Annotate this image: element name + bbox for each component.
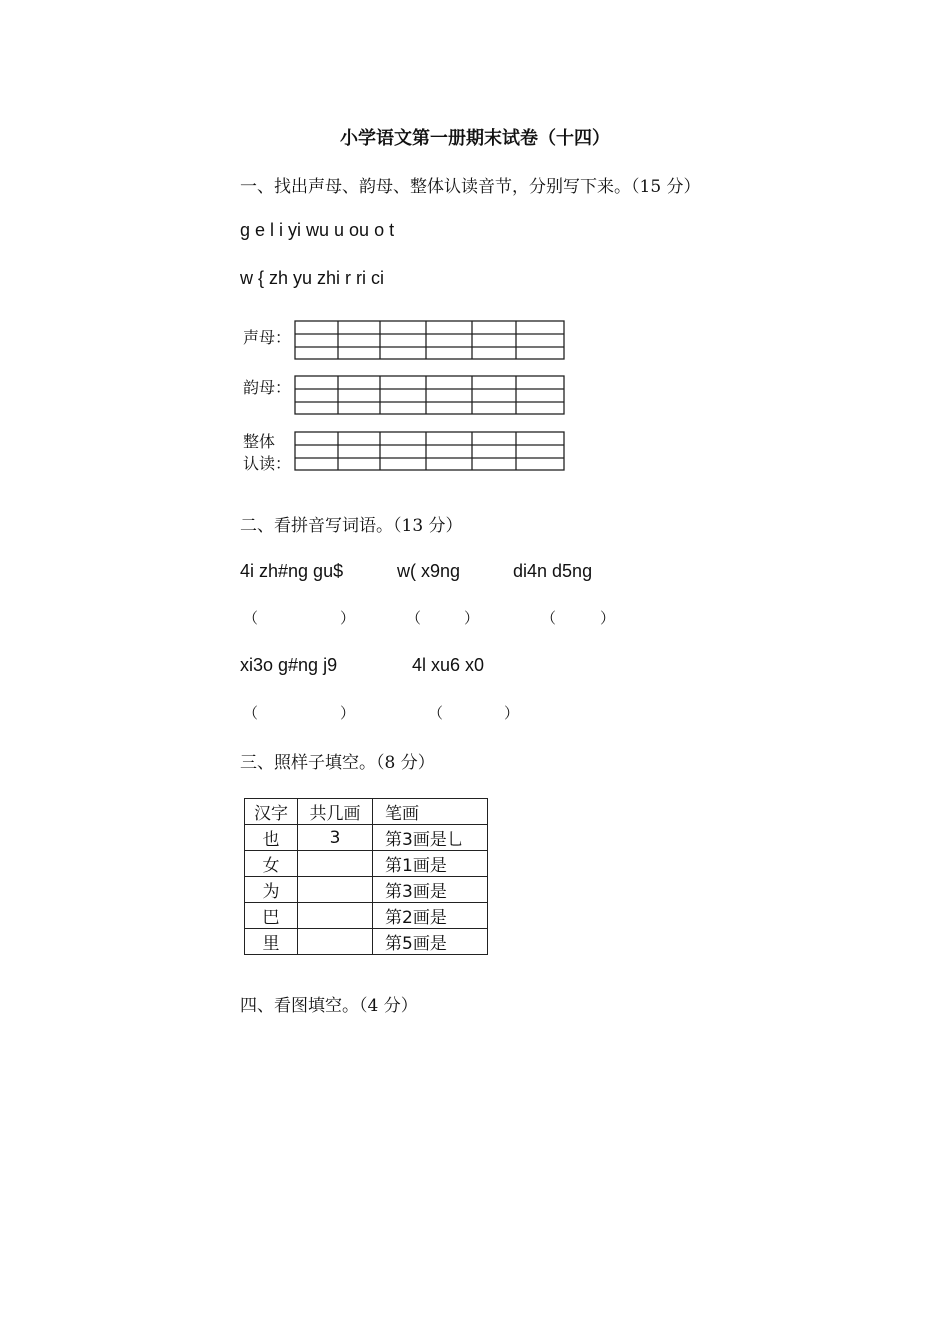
- pinyin-word-4: xi3o g#ng j9: [240, 655, 338, 675]
- table-row: [245, 929, 488, 955]
- stroke-table: [244, 798, 488, 955]
- cell-hanzi: 也: [245, 825, 298, 851]
- answer-paren-close-3: ）: [600, 609, 616, 627]
- pinyin-word-5: 4l xu6 x0: [412, 655, 485, 675]
- cell-stroke: 第3画是: [373, 877, 488, 903]
- cell-stroke: 第3画是乚: [373, 825, 488, 851]
- table-row: [245, 903, 488, 929]
- cell-stroke: 第1画是: [373, 851, 488, 877]
- cell-stroke-count: [298, 929, 373, 955]
- table-row: [245, 877, 488, 903]
- answer-paren-close-5: ）: [504, 704, 520, 722]
- pinyin-word-1: 4i zh#ng gu$: [240, 561, 344, 581]
- zhengti-label-1: 整体: [243, 432, 276, 451]
- zhengti-label-2: 认读：: [243, 454, 292, 473]
- section2-heading: 二、看拼音写词语。（13 分）: [240, 516, 463, 536]
- answer-paren-open-3: （: [541, 609, 557, 627]
- answer-paren-close-4: ）: [340, 704, 356, 722]
- section3-heading: 三、照样子填空。（8 分）: [240, 753, 435, 773]
- pinyin-word-3: di4n d5ng: [513, 561, 593, 581]
- answer-paren-open-2: （: [406, 609, 422, 627]
- stroke-table-header: [245, 799, 488, 825]
- answer-paren-open-5: （: [428, 704, 444, 722]
- cell-hanzi: 女: [245, 851, 298, 877]
- pinyin-line-2: w { zh yu zhi r ri ci: [240, 268, 385, 288]
- answer-paren-open-4: （: [243, 704, 259, 722]
- answer-paren-close-2: ）: [464, 609, 480, 627]
- zhengti-writing-grid: [294, 431, 566, 473]
- page-title: 小学语文第一册期末试卷（十四）: [340, 128, 610, 149]
- shengmu-writing-grid: [294, 320, 566, 362]
- section1-heading: 一、找出声母、韵母、整体认读音节，分别写下来。（15 分）: [240, 177, 701, 197]
- header-stroke-count: 共几画: [298, 799, 373, 825]
- pinyin-line-1: g e l i yi wu u ou o t: [240, 220, 395, 240]
- cell-stroke-count: [298, 903, 373, 929]
- cell-stroke-count: [298, 851, 373, 877]
- cell-stroke-count: [298, 877, 373, 903]
- cell-stroke-count: 3: [298, 825, 373, 851]
- yunmu-label: 韵母：: [243, 378, 292, 397]
- pinyin-word-2: w( x9ng: [397, 561, 461, 581]
- cell-hanzi: 为: [245, 877, 298, 903]
- cell-hanzi: 里: [245, 929, 298, 955]
- cell-stroke: 第5画是: [373, 929, 488, 955]
- shengmu-label: 声母：: [243, 328, 292, 347]
- cell-hanzi: 巴: [245, 903, 298, 929]
- answer-paren-close-1: ）: [340, 609, 356, 627]
- answer-paren-open-1: （: [243, 609, 259, 627]
- section4-heading: 四、看图填空。（4 分）: [240, 996, 418, 1016]
- cell-stroke: 第2画是: [373, 903, 488, 929]
- header-stroke: 笔画: [373, 799, 488, 825]
- table-row: [245, 825, 488, 851]
- table-row: [245, 851, 488, 877]
- yunmu-writing-grid: [294, 375, 566, 417]
- header-hanzi: 汉字: [245, 799, 298, 825]
